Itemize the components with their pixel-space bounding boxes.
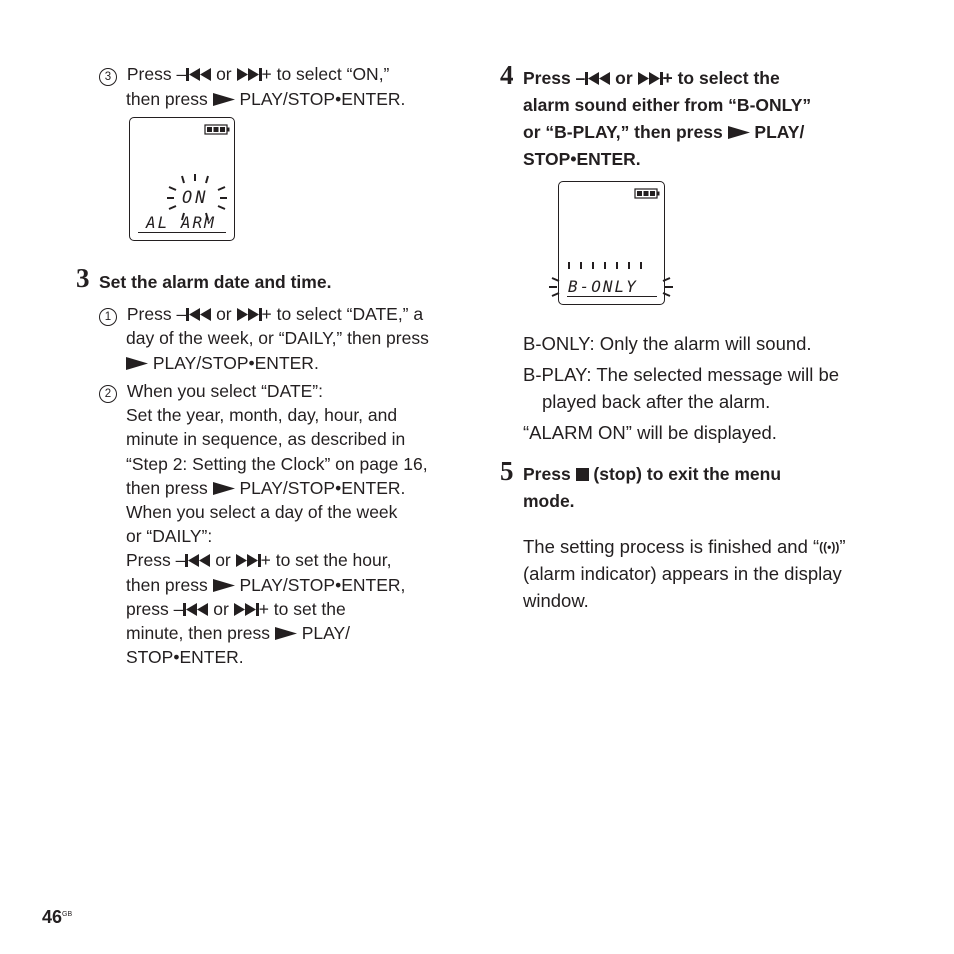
step3-sub2-head2-line2: or “DAILY”:: [126, 526, 213, 546]
desc-b-play-line1: B-PLAY: The selected message will be: [523, 364, 840, 385]
desc-b-only: B-ONLY: Only the alarm will sound.: [523, 333, 812, 354]
next-track-icon: [638, 72, 663, 85]
step3-sub2-e2: then press PLAY/STOP•ENTER,: [126, 575, 406, 595]
page-suffix: GB: [62, 911, 73, 918]
play-icon: [213, 482, 235, 495]
lcd-display-alarm-on: [129, 117, 235, 241]
step3-sub1-line2: day of the week, or “DAILY,” then press: [126, 328, 429, 348]
prev-track-icon: [185, 554, 210, 567]
step3-sub2-head2-line1: When you select a day of the week: [126, 502, 398, 522]
next-track-icon: [236, 554, 261, 567]
battery-icon: [204, 122, 230, 140]
play-icon: [213, 93, 235, 106]
next-track-icon: [237, 68, 262, 81]
step4-line2: alarm sound either from “B-ONLY”: [523, 95, 812, 115]
step-3-number: 3: [76, 263, 90, 293]
lcd-row-alarm: AL ARM: [146, 213, 216, 232]
stop-icon: [576, 468, 589, 481]
prev-track-icon: [186, 68, 211, 81]
lcd-row-on: ON: [182, 188, 209, 208]
play-icon: [126, 357, 148, 370]
step3-sub2-d4: then press PLAY/STOP•ENTER.: [126, 478, 406, 498]
step3-sub2-e1: Press – or + to set the hour,: [126, 550, 392, 570]
desc-alarm-on: “ALARM ON” will be displayed.: [523, 422, 777, 443]
step5-line2: mode.: [523, 491, 575, 511]
step-4-number: 4: [500, 60, 514, 90]
step3-sub2-e4: minute, then press PLAY/: [126, 623, 351, 643]
step4-line3: or “B-PLAY,” then press PLAY/: [523, 122, 805, 142]
desc-b-play-line2: played back after the alarm.: [542, 391, 771, 412]
step3-sub2-e5: STOP•ENTER.: [126, 647, 244, 667]
step-5-number: 5: [500, 456, 514, 486]
lcd-underline: [138, 232, 226, 233]
substep-3-line1: 3 Press – or + to select “ON,”: [99, 62, 389, 87]
prev-track-icon: [183, 603, 208, 616]
play-icon: [728, 126, 750, 139]
final-line3: window.: [523, 590, 589, 611]
circled-number-1: 1: [99, 308, 117, 326]
next-track-icon: [237, 308, 262, 321]
step3-sub1-line1: 1 Press – or + to select “DATE,” a: [99, 302, 423, 327]
step3-sub2-d1: Set the year, month, day, hour, and: [126, 405, 398, 425]
lcd-display-b-only: [558, 181, 665, 305]
lcd-row-b-only: B-ONLY: [568, 277, 638, 296]
alarm-indicator-icon: ((•)): [819, 540, 840, 554]
next-track-icon: [234, 603, 259, 616]
lcd-underline: [567, 296, 657, 297]
circled-number-2: 2: [99, 385, 117, 403]
final-line1: The setting process is finished and “((•))”: [523, 536, 846, 557]
step-3-title: Set the alarm date and time.: [99, 272, 332, 292]
step4-line1: Press – or + to select the: [523, 68, 780, 88]
step4-line4: STOP•ENTER.: [523, 149, 641, 169]
step3-sub2-head: 2 When you select “DATE”:: [99, 379, 323, 404]
step3-sub2-d2: minute in sequence, as described in: [126, 429, 406, 449]
page-number: $46^{GB}$: [42, 907, 73, 927]
circled-number-3: 3: [99, 68, 117, 86]
prev-track-icon: [585, 72, 610, 85]
final-line2: (alarm indicator) appears in the display: [523, 563, 842, 584]
step3-sub2-d3: “Step 2: Setting the Clock” on page 16,: [126, 454, 428, 474]
step3-sub2-e3: press – or + to set the: [126, 599, 346, 619]
prev-track-icon: [186, 308, 211, 321]
play-icon: [275, 627, 297, 640]
step5-line1: Press (stop) to exit the menu: [523, 464, 782, 484]
play-icon: [213, 579, 235, 592]
substep-3-line2: then press PLAY/STOP•ENTER.: [126, 89, 406, 109]
battery-icon: [634, 186, 660, 204]
step3-sub1-line3: PLAY/STOP•ENTER.: [126, 351, 319, 376]
